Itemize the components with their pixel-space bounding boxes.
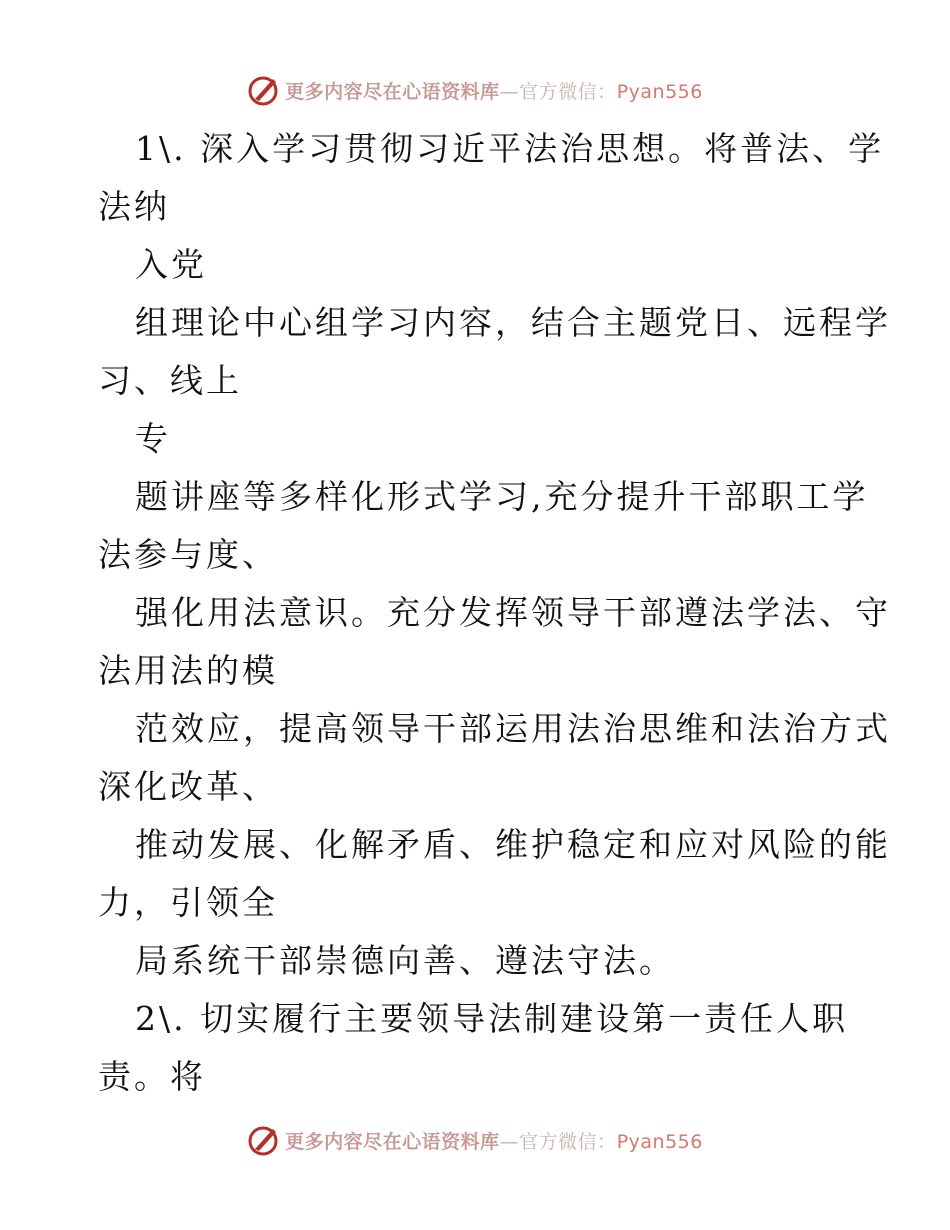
text-line: 责。将 bbox=[98, 1057, 206, 1096]
text-line: 法参与度、 bbox=[98, 535, 278, 574]
banner-text bbox=[285, 77, 703, 104]
text-line: 深化改革、 bbox=[98, 767, 278, 806]
footer-banner bbox=[0, 1120, 950, 1160]
banner-dash: — bbox=[499, 1130, 520, 1153]
text-line: 组理论中心组学习内容，结合主题党日、远程学 bbox=[135, 303, 891, 342]
text-line: 习、线上 bbox=[98, 361, 242, 400]
quill-logo-icon bbox=[247, 73, 281, 107]
text-line: 力，引领全 bbox=[98, 883, 278, 922]
text-line: 范效应，提高领导干部运用法治思维和法治方式 bbox=[135, 709, 891, 748]
banner-site-text: 更多内容尽在心语资料库 bbox=[285, 1130, 500, 1153]
header-banner bbox=[0, 70, 950, 110]
text-line: 强化用法意识。充分发挥领导干部遵法学法、守 bbox=[135, 593, 891, 632]
banner-wechat-id: Pyan556 bbox=[616, 1130, 703, 1153]
banner-wechat-id: Pyan556 bbox=[616, 80, 703, 103]
banner-text bbox=[285, 1127, 703, 1154]
banner-dash: — bbox=[499, 80, 520, 103]
text-line: 法用法的模 bbox=[98, 651, 278, 690]
quill-logo-icon bbox=[247, 1123, 281, 1157]
text-line: 入党 bbox=[135, 245, 207, 284]
banner-site-text: 更多内容尽在心语资料库 bbox=[285, 80, 500, 103]
banner-wechat-label: 官方微信： bbox=[519, 80, 617, 103]
text-line: 法纳 bbox=[98, 187, 170, 226]
text-line: 2\. 切实履行主要领导法制建设第一责任人职 bbox=[135, 999, 849, 1038]
text-line: 题讲座等多样化形式学习,充分提升干部职工学 bbox=[135, 477, 869, 516]
document-body bbox=[98, 120, 891, 1106]
text-line: 1\. 深入学习贯彻习近平法治思想。将普法、学 bbox=[135, 129, 885, 168]
text-line: 专 bbox=[135, 419, 171, 458]
banner-wechat-label: 官方微信： bbox=[519, 1130, 617, 1153]
text-line: 推动发展、化解矛盾、维护稳定和应对风险的能 bbox=[135, 825, 891, 864]
text-line: 局系统干部崇德向善、遵法守法。 bbox=[135, 941, 675, 980]
